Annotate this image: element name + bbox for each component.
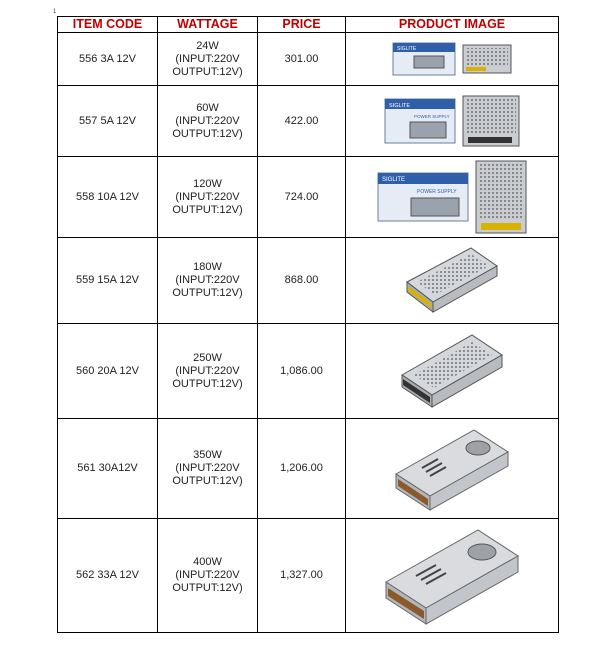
wattage-value: 250W: [193, 351, 222, 364]
item-code: 561 30A12V: [58, 419, 158, 519]
item-code: 559 15A 12V: [58, 238, 158, 324]
power-supply-image: [403, 242, 501, 320]
wattage-value: 180W: [193, 261, 222, 273]
product-image-cell: [346, 86, 559, 157]
wattage-value: 400W: [193, 556, 222, 568]
wattage-input: (INPUT:220V: [175, 52, 240, 65]
wattage: [158, 324, 258, 419]
power-supply-image: [475, 159, 527, 235]
power-supply-box-image: [384, 98, 456, 144]
wattage: [158, 238, 258, 324]
power-supply-image: [398, 329, 506, 413]
corner-mark: 1: [53, 9, 57, 15]
wattage-output: OUTPUT:12V): [172, 287, 243, 299]
product-image-cell: [346, 419, 559, 519]
box-brand-label: SIGLITE: [397, 46, 417, 52]
wattage-input: (INPUT:220V: [175, 569, 240, 581]
box-brand-label: SIGLITE: [382, 177, 406, 183]
item-code: 560 20A 12V: [58, 324, 158, 419]
price: 724.00: [258, 157, 346, 238]
wattage-output: OUTPUT:12V): [172, 377, 243, 390]
header-wattage: WATTAGE: [158, 17, 258, 33]
wattage-value: 350W: [193, 449, 222, 461]
item-code: 562 33A 12V: [58, 519, 158, 633]
wattage-input: (INPUT:220V: [175, 462, 240, 474]
table-row: [58, 419, 559, 519]
product-image-cell: [346, 33, 559, 86]
price: 1,206.00: [258, 419, 346, 519]
wattage-output: OUTPUT:12V): [172, 203, 243, 216]
table-row: [58, 324, 559, 419]
product-table: [57, 16, 559, 633]
price: 422.00: [258, 86, 346, 157]
price: 301.00: [258, 33, 346, 86]
wattage-value: 120W: [193, 177, 222, 190]
header-price: PRICE: [258, 17, 346, 33]
table-row: [58, 519, 559, 633]
product-image-cell: [346, 519, 559, 633]
wattage-input: (INPUT:220V: [175, 114, 240, 127]
box-brand-label: SIGLITE: [389, 103, 411, 109]
header-item-code: ITEM CODE: [58, 17, 158, 33]
power-supply-box-image: [392, 42, 456, 76]
item-code: 557 5A 12V: [58, 86, 158, 157]
power-supply-fan-image: [392, 422, 512, 516]
wattage-input: (INPUT:220V: [175, 190, 240, 203]
wattage-input: (INPUT:220V: [175, 274, 240, 286]
table-row: [58, 33, 559, 86]
box-product-text: POWER SUPPLY: [414, 114, 450, 119]
box-product-text: POWER SUPPLY: [417, 189, 457, 195]
item-code: 556 3A 12V: [58, 33, 158, 86]
product-image-cell: [346, 157, 559, 238]
table-row: [58, 238, 559, 324]
power-supply-box-image: [377, 172, 469, 222]
wattage-output: OUTPUT:12V): [172, 475, 243, 487]
table-row: [58, 86, 559, 157]
power-supply-image: [462, 42, 512, 76]
product-image-cell: [346, 238, 559, 324]
header-product-image: PRODUCT IMAGE: [346, 17, 559, 33]
product-image-cell: [346, 324, 559, 419]
price: 1,327.00: [258, 519, 346, 633]
wattage-value: 60W: [196, 101, 219, 114]
wattage-output: OUTPUT:12V): [172, 582, 243, 594]
item-code: 558 10A 12V: [58, 157, 158, 238]
wattage: [158, 519, 258, 633]
power-supply-image: [462, 94, 520, 148]
wattage-input: (INPUT:220V: [175, 364, 240, 377]
table-row: [58, 157, 559, 238]
wattage: [158, 157, 258, 238]
wattage: [158, 419, 258, 519]
wattage: [158, 33, 258, 86]
price: 1,086.00: [258, 324, 346, 419]
power-supply-fan-image: [382, 522, 522, 630]
wattage-output: OUTPUT:12V): [172, 65, 243, 78]
header-row: [58, 17, 559, 33]
wattage-value: 24W: [196, 39, 219, 52]
wattage: [158, 86, 258, 157]
price: 868.00: [258, 238, 346, 324]
wattage-output: OUTPUT:12V): [172, 127, 243, 140]
